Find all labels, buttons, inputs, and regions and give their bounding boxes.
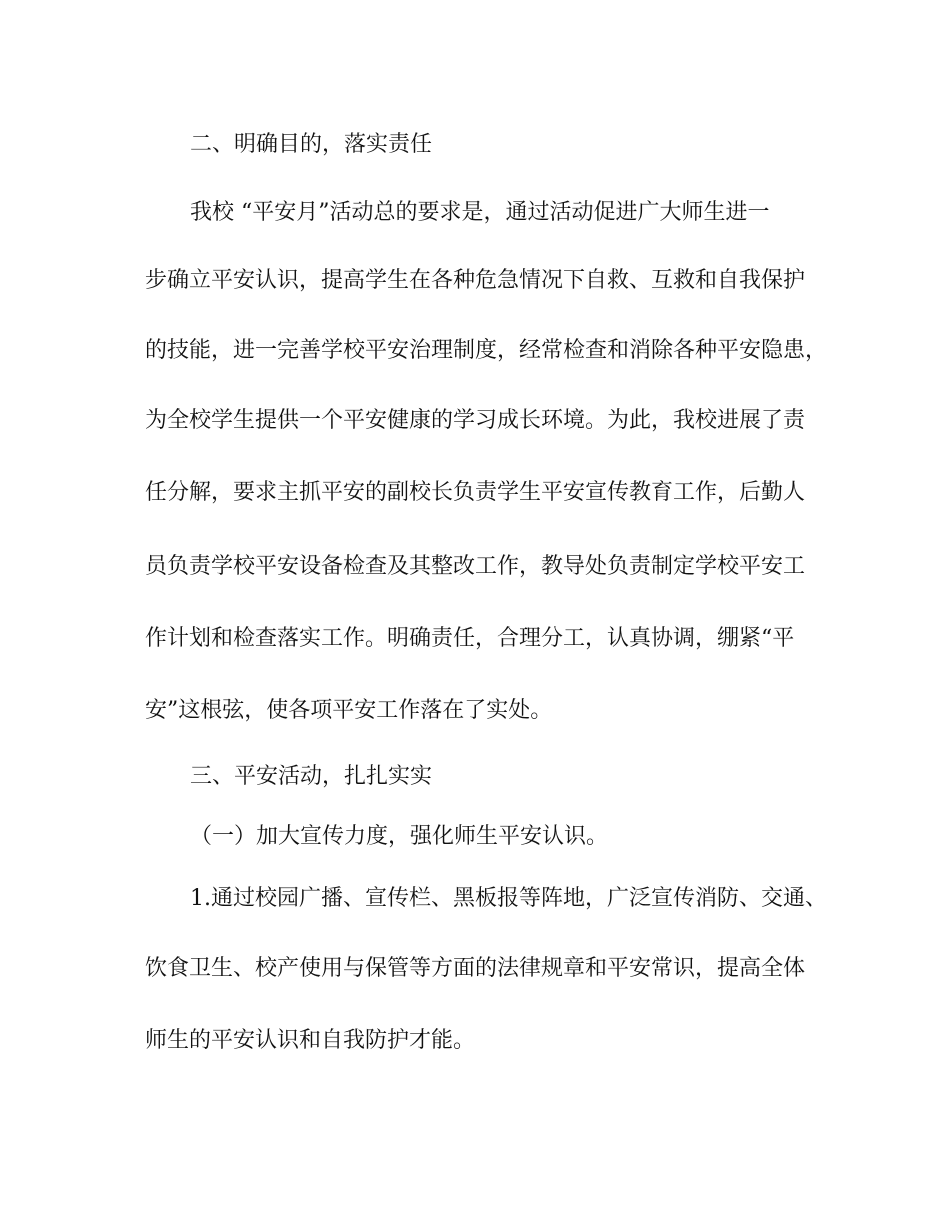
- paragraph-line: 作计划和检查落实工作。明确责任，合理分工，认真协调，绷紧“平: [145, 626, 795, 651]
- paragraph-line: 我校 “平安月”活动总的要求是，通过活动促进广大师生进一: [190, 200, 770, 225]
- paragraph-line: 步确立平安认识，提高学生在各种危急情况下自救、互救和自我保护: [145, 268, 806, 293]
- paragraph-line: 员负责学校平安设备检查及其整改工作，教导处负责制定学校平安工: [145, 554, 806, 579]
- paragraph-line: 的技能，进一完善学校平安治理制度，经常检查和消除各种平安隐患，: [145, 338, 828, 363]
- paragraph-line: 师生的平安认识和自我防护才能。: [145, 1028, 476, 1053]
- section-heading-2: 二、明确目的，落实责任: [190, 132, 433, 157]
- section-heading-3: 三、平安活动，扎扎实实: [190, 764, 433, 789]
- sub-heading: （一）加大宣传力度，强化师生平安认识。: [190, 824, 609, 849]
- paragraph-line: 为全校学生提供一个平安健康的学习成长环境。为此，我校进展了责: [145, 408, 806, 433]
- paragraph-line: 任分解，要求主抓平安的副校长负责学生平安宣传教育工作，后勤人: [145, 480, 806, 505]
- paragraph-line: 饮食卫生、校产使用与保管等方面的法律规章和平安常识，提高全体: [145, 956, 806, 981]
- paragraph-line: 1.通过校园广播、宣传栏、黑板报等阵地，广泛宣传消防、交通、: [190, 886, 827, 911]
- paragraph-line: 安”这根弦，使各项平安工作落在了实处。: [145, 698, 553, 723]
